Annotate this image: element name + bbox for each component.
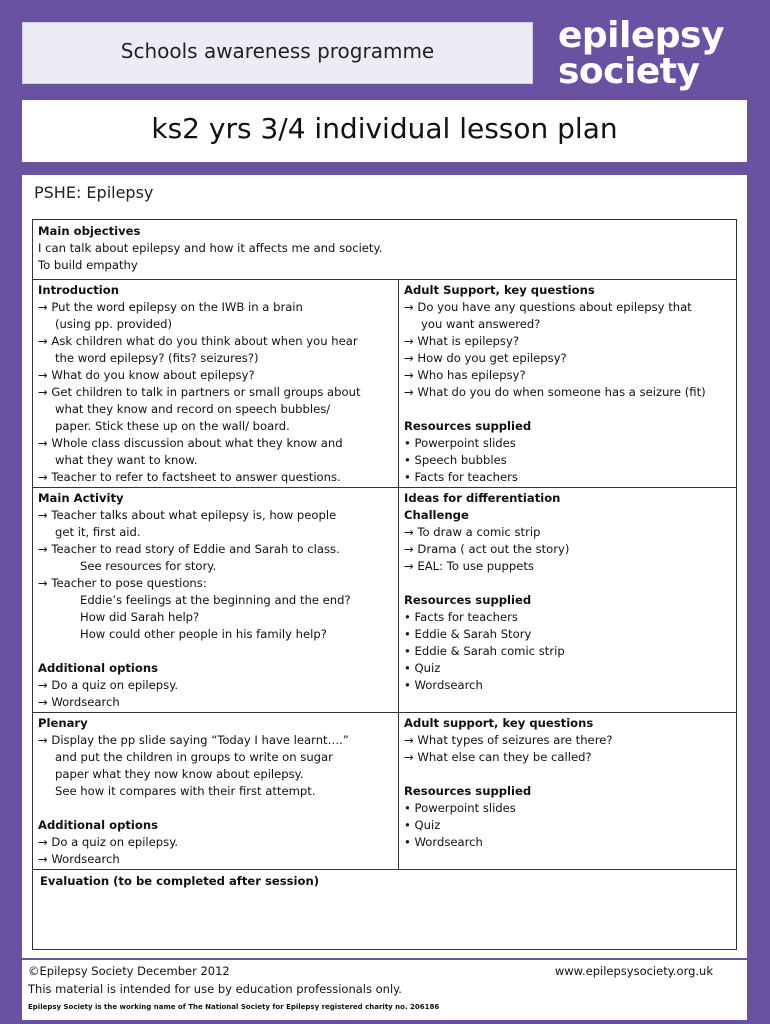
plenary-line: See how it compares with their first attempt. xyxy=(55,784,316,798)
activity-line: Eddie’s feelings at the beginning and the end? xyxy=(80,593,351,607)
introduction-line: → Ask children what do you think about when you hear xyxy=(38,334,358,348)
additional-options-heading: Additional options xyxy=(38,818,159,832)
activity-line: See resources for story. xyxy=(80,559,217,573)
main-activity-cell xyxy=(33,489,398,712)
epilepsy-society-logo xyxy=(558,15,724,92)
plenary-cell xyxy=(33,714,398,869)
logo-line-2: society xyxy=(558,51,700,92)
introduction-line: paper. Stick these up on the wall/ board. xyxy=(55,419,290,433)
introduction-line: (using pp. provided) xyxy=(55,317,173,331)
evaluation-heading: Evaluation (to be completed after session) xyxy=(40,874,320,888)
introduction-line: → Put the word epilepsy on the IWB in a brain xyxy=(38,300,303,314)
introduction-line: → Get children to talk in partners or small groups about xyxy=(38,385,361,399)
evaluation-cell xyxy=(33,872,736,949)
resources-heading: Resources supplied xyxy=(404,784,532,798)
activity-line: → Teacher to read story of Eddie and Sarah to class. xyxy=(38,542,340,556)
question-line: you want answered? xyxy=(421,317,541,331)
resource-item: • Powerpoint slides xyxy=(404,801,516,815)
activity-line: → Teacher talks about what epilepsy is, how people xyxy=(38,508,337,522)
activity-line: → Teacher to pose questions: xyxy=(38,576,207,590)
charity-notice: Epilepsy Society is the working name of The National Society for Epilepsy registered charity no. 206186 xyxy=(28,1003,440,1011)
usage-notice: This material is intended for use by education professionals only. xyxy=(28,982,402,996)
objective-line: To build empathy xyxy=(38,258,138,272)
introduction-line: what they know and record on speech bubbles/ xyxy=(55,402,331,416)
introduction-line: → Teacher to refer to factsheet to answer questions. xyxy=(38,470,341,484)
question-line: → What types of seizures are there? xyxy=(404,733,613,747)
challenge-item: → EAL: To use puppets xyxy=(404,559,534,573)
resource-item: • Eddie & Sarah comic strip xyxy=(404,644,565,658)
additional-options-heading: Additional options xyxy=(38,661,159,675)
programme-title: Schools awareness programme xyxy=(120,39,435,63)
logo-line-1: epilepsy xyxy=(558,15,724,56)
activity-line: get it, first aid. xyxy=(55,525,141,539)
challenge-item: → To draw a comic strip xyxy=(404,525,541,539)
additional-option: → Do a quiz on epilepsy. xyxy=(38,835,179,849)
lesson-plan-table xyxy=(32,219,737,950)
title-panel xyxy=(22,100,747,162)
resource-item: • Quiz xyxy=(404,661,441,675)
introduction-cell xyxy=(33,281,398,487)
additional-option: → Wordsearch xyxy=(38,695,120,709)
introduction-line: the word epilepsy? (fits? seizures?) xyxy=(55,351,259,365)
question-line: → How do you get epilepsy? xyxy=(404,351,567,365)
subject-heading: PSHE: Epilepsy xyxy=(34,183,154,202)
question-line: → What else can they be called? xyxy=(404,750,592,764)
resource-item: • Quiz xyxy=(404,818,441,832)
resource-item: • Wordsearch xyxy=(404,678,483,692)
introduction-line: what they want to know. xyxy=(55,453,198,467)
adult-support-heading: Adult support, key questions xyxy=(404,716,594,730)
copyright-text: ©Epilepsy Society December 2012 xyxy=(28,964,230,978)
introduction-heading: Introduction xyxy=(38,283,119,297)
resource-item: • Speech bubbles xyxy=(404,453,507,467)
plenary-heading: Plenary xyxy=(38,716,88,730)
main-activity-heading: Main Activity xyxy=(38,491,124,505)
objectives-cell xyxy=(33,222,736,279)
differentiation-cell xyxy=(399,489,736,712)
resource-item: • Facts for teachers xyxy=(404,610,518,624)
introduction-line: → What do you know about epilepsy? xyxy=(38,368,255,382)
resource-item: • Wordsearch xyxy=(404,835,483,849)
resource-item: • Facts for teachers xyxy=(404,470,518,484)
adult-support-plenary-cell xyxy=(399,714,736,869)
challenge-item: → Drama ( act out the story) xyxy=(404,542,570,556)
plenary-line: and put the children in groups to write on sugar xyxy=(55,750,333,764)
differentiation-heading: Ideas for differentiation xyxy=(404,491,561,505)
resources-heading: Resources supplied xyxy=(404,419,532,433)
adult-support-heading: Adult Support, key questions xyxy=(404,283,595,297)
question-line: → What do you do when someone has a seizure (fit) xyxy=(404,385,706,399)
plenary-line: paper what they now know about epilepsy. xyxy=(55,767,304,781)
challenge-heading: Challenge xyxy=(404,508,469,522)
website-link[interactable]: www.epilepsysociety.org.uk xyxy=(554,964,713,978)
question-line: → What is epilepsy? xyxy=(404,334,519,348)
adult-support-cell xyxy=(399,281,736,487)
lesson-plan-panel xyxy=(22,175,747,958)
resources-heading: Resources supplied xyxy=(404,593,532,607)
objective-line: I can talk about epilepsy and how it affects me and society. xyxy=(38,241,383,255)
additional-option: → Do a quiz on epilepsy. xyxy=(38,678,179,692)
activity-line: How did Sarah help? xyxy=(80,610,200,624)
question-line: → Do you have any questions about epilepsy that xyxy=(404,300,692,314)
introduction-line: → Whole class discussion about what they know and xyxy=(38,436,343,450)
programme-banner xyxy=(22,22,533,84)
question-line: → Who has epilepsy? xyxy=(404,368,526,382)
resource-item: • Eddie & Sarah Story xyxy=(404,627,532,641)
plenary-line: → Display the pp slide saying “Today I have learnt….” xyxy=(38,733,349,747)
page-title: ks2 yrs 3/4 individual lesson plan xyxy=(151,112,618,145)
additional-option: → Wordsearch xyxy=(38,852,120,866)
activity-line: How could other people in his family help? xyxy=(80,627,327,641)
resource-item: • Powerpoint slides xyxy=(404,436,516,450)
footer xyxy=(22,960,747,1020)
objectives-heading: Main objectives xyxy=(38,224,141,238)
